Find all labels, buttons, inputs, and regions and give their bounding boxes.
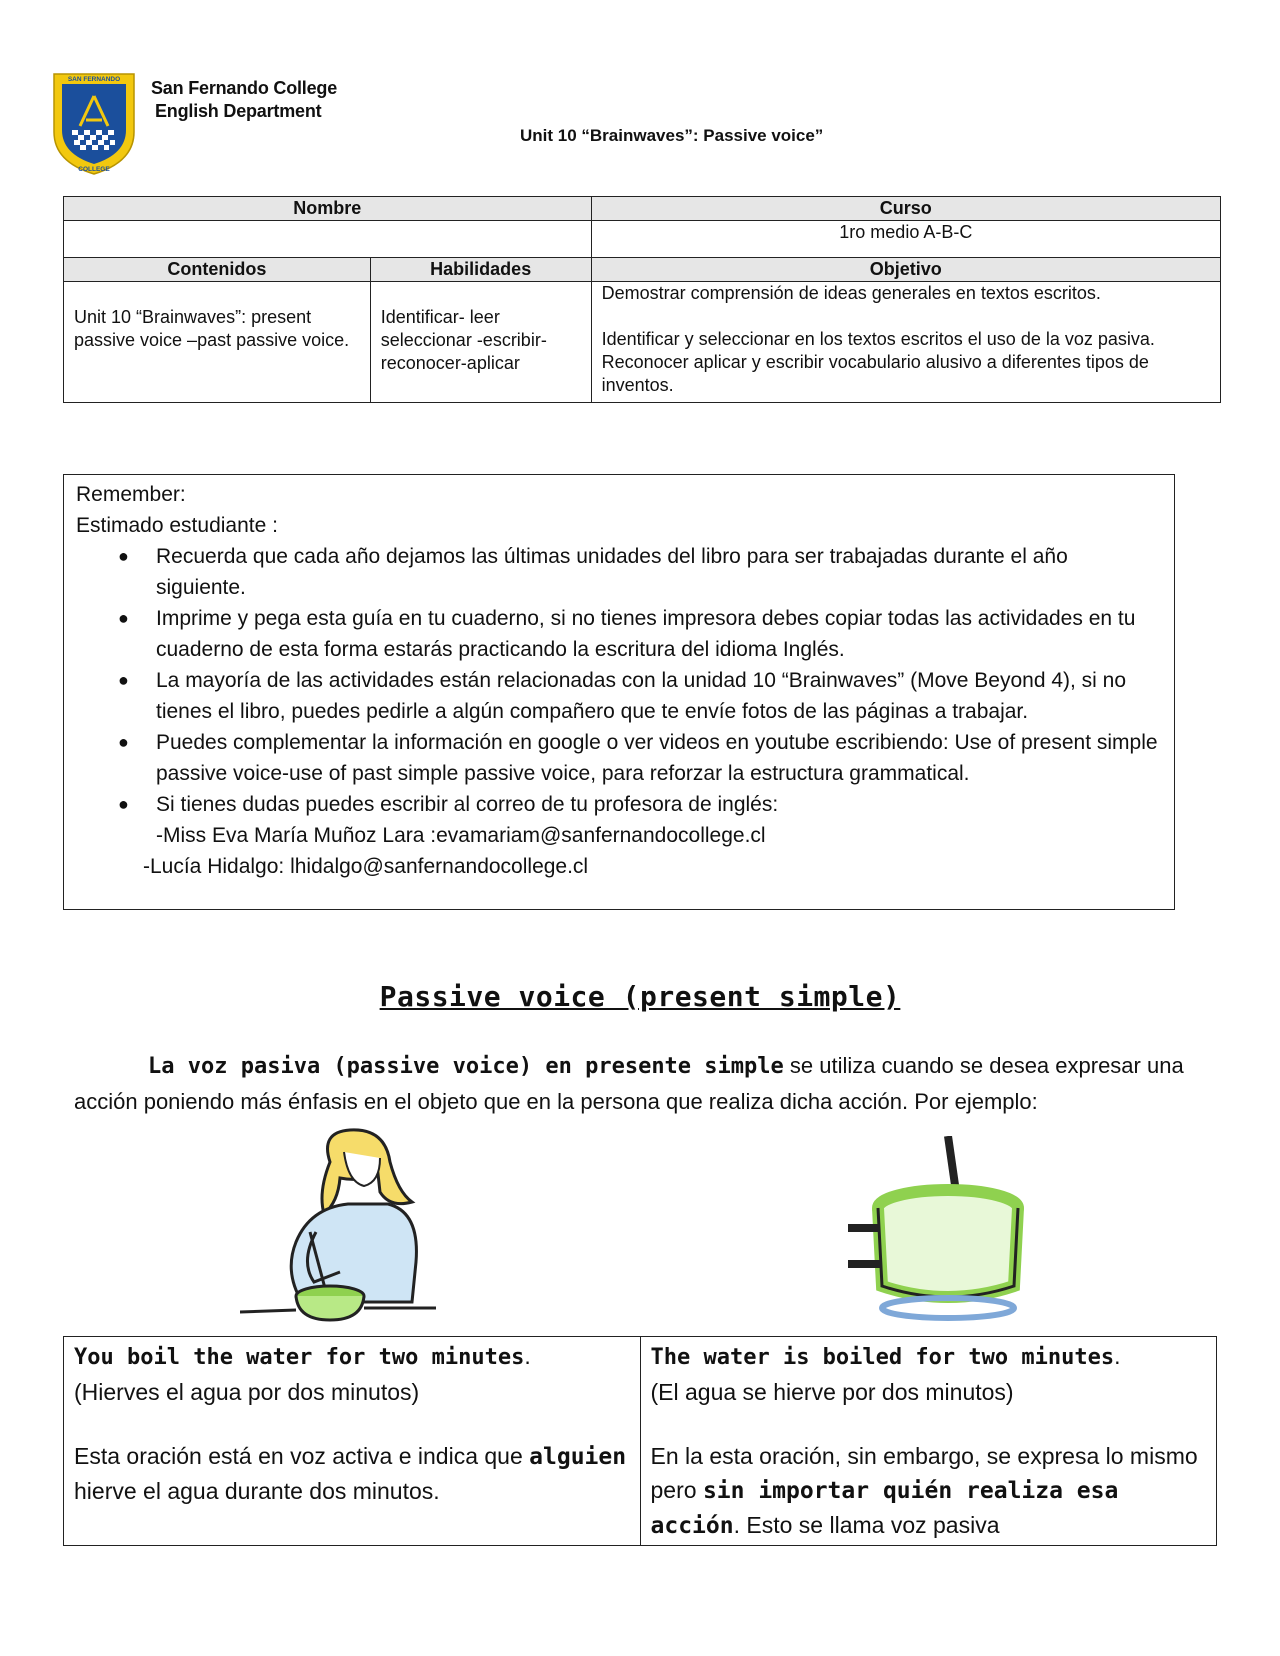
list-item: ● Imprime y pega esta guía en tu cuaderno, si no tienes impresora debes copiar todas las actividades en tu cuaderno de esta forma estarás practicando la escritura del idioma Inglés. [76,603,1162,665]
list-item: ● Recuerda que cada año dejamos las últimas unidades del libro para ser trabajadas durante el año siguiente. [76,541,1162,603]
logo-text-top: SAN FERNANDO [67,76,121,83]
contact-lucia: -Lucía Hidalgo: lhidalgo@sanfernandocollege.cl [143,855,589,878]
school-name: San Fernando College [151,78,338,98]
curso-header: Curso [591,197,1220,221]
bullet-icon: ● [118,608,129,628]
active-translation: (Hierves el agua por dos minutos) [74,1379,420,1405]
info-table [63,196,1221,403]
school-logo [50,70,138,178]
passive-voice-cell: The water is boiled for two minutes. (El agua se hierve por dos minutos) En la esta oración, sin embargo, se expresa lo mismo pero sin importar quién realiza esa acción. Esto se llama voz pasiva [640,1337,1217,1546]
bullet-icon: ● [118,546,129,566]
remember-list [76,541,1162,820]
unit-title: Unit 10 “Brainwaves”: Passive voice” [520,126,824,145]
logo-text-bottom: COLLEGE [78,166,110,173]
intro-rest: se utiliza cuando se desea expresar una acción poniendo más énfasis en el objeto que en la persona que realiza dicha acción. Por ejemplo: [74,1053,1184,1114]
passive-sentence: The water is boiled for two minutes [650,1345,1115,1370]
habilidades-header: Habilidades [370,258,591,282]
pot-illustration [848,1136,1048,1326]
remember-title: Remember: [76,483,186,506]
contenidos-value: Unit 10 “Brainwaves”: present passive voice –past passive voice. [64,282,371,403]
intro-bold: La voz pasiva (passive voice) en presente simple [148,1054,784,1079]
list-item: ● Si tienes dudas puedes escribir al correo de tu profesora de inglés: [76,789,1162,820]
bullet-icon: ● [118,670,129,690]
nombre-header: Nombre [64,197,592,221]
objetivo-value [591,282,1220,403]
objetivo-header: Objetivo [591,258,1220,282]
bullet-icon: ● [118,794,129,814]
habilidades-value: Identificar- leer seleccionar -escribir- reconocer-aplicar [370,282,591,403]
curso-value: 1ro medio A-B-C [591,221,1220,258]
contenidos-header: Contenidos [64,258,371,282]
objetivo-line-2: Identificar y seleccionar en los textos escritos el uso de la voz pasiva. Reconocer aplicar y escribir vocabulario alusivo a diferentes tipos de inventos. [601,329,1155,395]
remember-greeting: Estimado estudiante : [76,514,278,537]
active-sentence: You boil the water for two minutes [74,1345,525,1370]
list-item: ● La mayoría de las actividades están relacionadas con la unidad 10 “Brainwaves” (Move Beyond 4), si no tienes el libro, puedes pedirle a algún compañero que te envíe fotos de las páginas a trabajar. [76,665,1162,727]
section-title: Passive voice (present simple) [379,980,901,1013]
objetivo-line-1: Demostrar comprensión de ideas generales en textos escritos. [601,283,1101,303]
nombre-value [64,221,592,258]
intro-paragraph [74,1048,1214,1119]
bullet-icon: ● [118,732,129,752]
list-item: ● Puedes complementar la información en google o ver videos en youtube escribiendo: Use of present simple passive voice-use of past simple passive voice, para reforzar la estructura grammatical. [76,727,1162,789]
active-voice-cell: You boil the water for two minutes. (Hierves el agua por dos minutos) Esta oración está en voz activa e indica que alguien hierve el agua durante dos minutos. [64,1337,641,1546]
example-table [63,1336,1217,1546]
passive-explanation: En la esta oración, sin embargo, se expresa lo mismo pero sin importar quién realiza esa acción. Esto se llama voz pasiva [650,1443,1198,1539]
contact-eva: -Miss Eva María Muñoz Lara :evamariam@sanfernandocollege.cl [156,824,766,847]
remember-box [63,474,1175,910]
active-explanation: Esta oración está en voz activa e indica que alguien hierve el agua durante dos minutos. [74,1443,627,1504]
department-name: English Department [155,101,322,121]
passive-translation: (El agua se hierve por dos minutos) [650,1379,1014,1405]
woman-cooking-illustration [240,1122,480,1322]
